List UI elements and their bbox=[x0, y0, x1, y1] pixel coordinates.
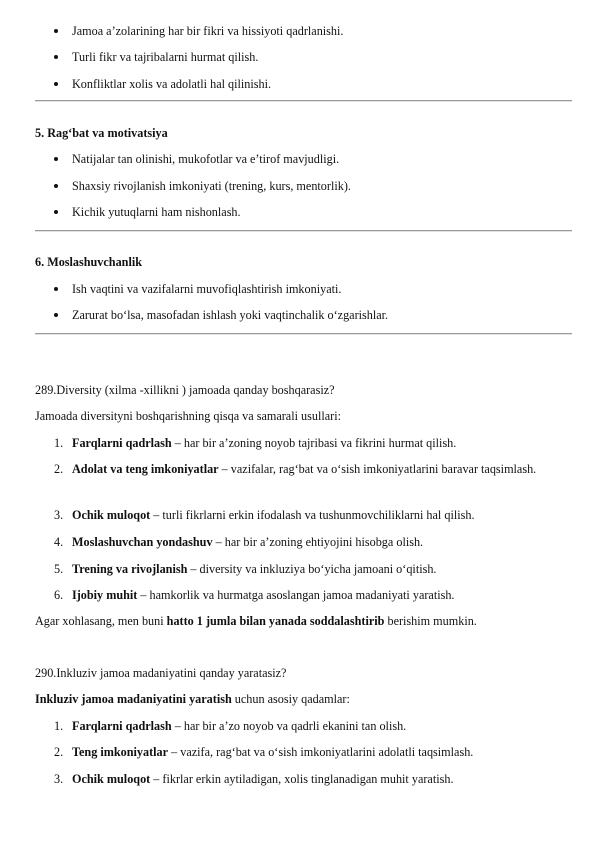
section-heading: 6. Moslashuvchanlik bbox=[35, 255, 143, 269]
bullet-icon bbox=[54, 210, 58, 214]
question-290: 290.Inkluziv jamoa madaniyatini qanday yaratasiz? bbox=[35, 666, 287, 680]
section-divider bbox=[35, 100, 572, 102]
bullet-icon bbox=[54, 55, 58, 59]
question-289: 289.Diversity (xilma -xillikni ) jamoada qanday boshqarasiz? bbox=[35, 383, 335, 397]
bullet-icon bbox=[54, 157, 58, 161]
bullet-icon bbox=[54, 82, 58, 86]
section-divider bbox=[35, 230, 572, 232]
bullet-icon bbox=[54, 184, 58, 188]
intro-text: Jamoada diversityni boshqarishning qisqa va samarali usullari: bbox=[35, 409, 341, 423]
intro-text: Inkluziv jamoa madaniyatini yaratish uchun asosiy qadamlar: bbox=[35, 692, 350, 706]
outro-text: Agar xohlasang, men buni hatto 1 jumla bilan yanada soddalashtirib berishim mumkin. bbox=[35, 614, 477, 628]
section-heading: 5. Rag‘bat va motivatsiya bbox=[35, 126, 168, 140]
bullet-icon bbox=[54, 29, 58, 33]
document-page: Jamoa a’zolarining har bir fikri va hissiyoti qadrlanishi. Turli fikr va tajribalarni hurmat qilish. Konfliktlar xolis va adolatli hal qilinishi. 5. Rag‘bat va motivatsiya Natijalar tan olinishi, mukofotlar va e’tirof mavjudligi. Shaxsiy rivojlanish imkoniyati (trening, kurs, mentorlik). Kichik yutuqlarni ham nishonlash. 6. Moslashuvchanlik Ish vaqtini va vazifalarni muvofiqlashtirish imkoniyati. Zarurat bo‘lsa, masofadan ishlash yoki vaqtinchalik o‘zgarishlar. 289.Diversity (xilma -xillikni ) jamoada qanday boshqarasiz? Jamoada diversityni boshqarishning qisqa va samarali usullari: 1. Farqlarni qadrlash – har bir a’zoning noyob tajribasi va fikrini hurmat qilish. 2. Adolat va teng imkoniyatlar – vazifalar, rag‘bat va o‘sish imkoniyatlarini baravar taqsimlash. 3. Ochik muloqot – turli fikrlarni erkin ifodalash va tushunmovchiliklarni hal qilish. 4. Moslashuvchan yondashuv – har bir a’zoning ehtiyojini hisobga olish. 5. Trening va rivojlanish – diversity va inkluziya bo‘yicha jamoani o‘qitish. 6. Ijobiy muhit – hamkorlik va hurmatga asoslangan jamoa madaniyati yaratish. Agar xohlasang, men buni hatto 1 jumla bilan yanada soddalashtirib berishim mumkin. 290.Inkluziv jamoa madaniyatini qanday yaratasiz? Inkluziv jamoa madaniyatini yaratish uchun asosiy qadamlar: 1. Farqlarni qadrlash – har bir a’zo noyob va qadrli ekanini tan olish. 2. Teng imkoniyatlar – vazifa, rag‘bat va o‘sish imkoniyatlarini adolatli taqsimlash. 3. Ochik muloqot – fikrlar erkin aytiladigan, xolis tinglanadigan muhit yaratish. bbox=[0, 0, 595, 842]
section-divider bbox=[35, 333, 572, 335]
bullet-icon bbox=[54, 313, 58, 317]
bullet-icon bbox=[54, 287, 58, 291]
